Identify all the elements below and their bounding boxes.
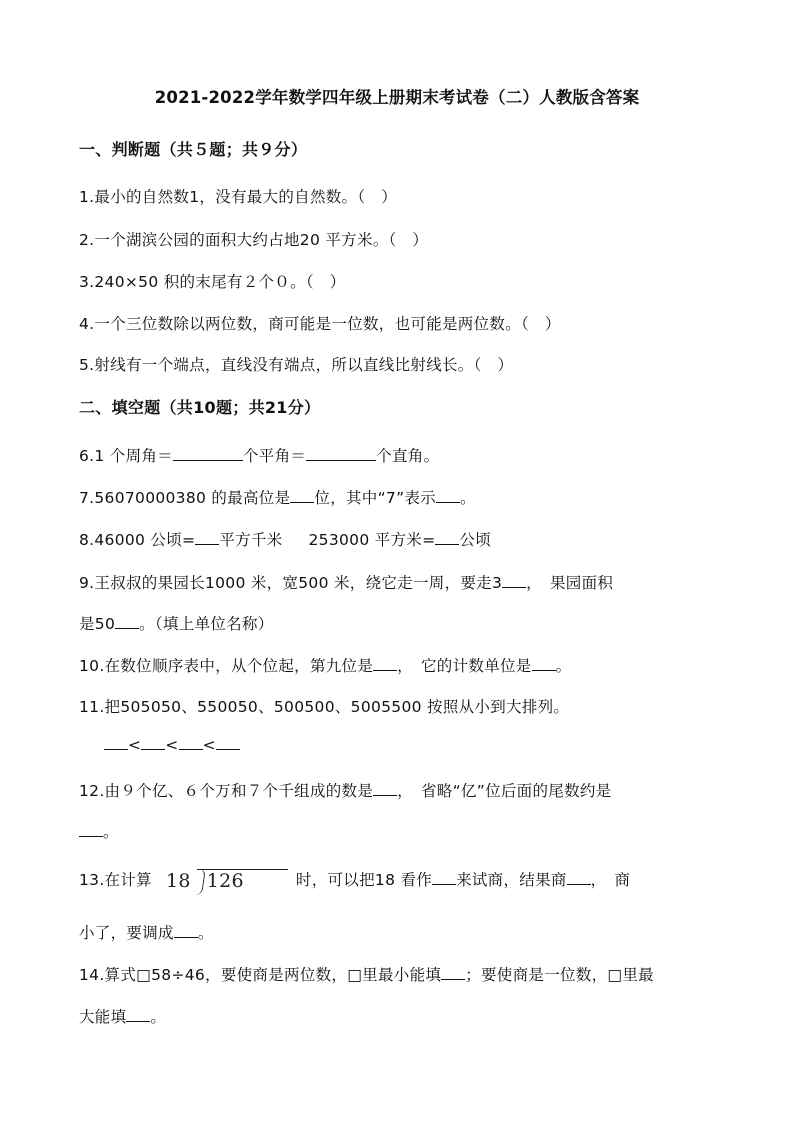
answer-blank[interactable] (79, 835, 103, 837)
answer-blank[interactable] (173, 459, 243, 461)
question-12-line-2 (79, 820, 119, 842)
q13-text-1: 13.在计算 (79, 871, 152, 889)
question-1: 1.最小的自然数1，没有最大的自然数。（ ） (79, 188, 398, 206)
question-4: 4.一个三位数除以两位数，商可能是一位数，也可能是两位数。（ ） (79, 315, 561, 333)
q14-text-1: 14.算式□58÷46，要使商是两位数，□里最小能填 (79, 966, 442, 984)
question-2: 2.一个湖滨公园的面积大约占地20 平方米。（ ） (79, 231, 429, 249)
divisor: 18 (165, 870, 191, 892)
less-than-sign: < (128, 736, 142, 754)
dividend: 126 (197, 869, 288, 892)
question-13-line-1 (79, 868, 630, 892)
answer-blank[interactable] (126, 1020, 150, 1022)
answer-blank[interactable] (104, 748, 128, 750)
q14-text-2: ；要使商是一位数，□里最 (465, 966, 654, 984)
answer-blank[interactable] (174, 936, 198, 938)
q13-text-3: 来试商，结果商 (456, 871, 567, 889)
long-division-symbol (152, 869, 288, 892)
answer-blank[interactable] (179, 748, 203, 750)
page-title: 2021-2022学年数学四年级上册期末考试卷（二）人教版含答案 (154, 88, 640, 107)
question-3: 3.240×50 积的末尾有２个０。（ ） (79, 273, 346, 291)
q13-text-4: ， 商 (590, 871, 631, 889)
q13-text-2: 时，可以把18 看作 (295, 871, 433, 889)
q9-text-4: 。（填上单位名称） (139, 615, 274, 633)
q7-text-1: 7.56070000380 的最高位是 (79, 489, 291, 507)
question-13-line-2 (79, 921, 214, 943)
q9-text-1: 9.王叔叔的果园长1000 米，宽500 米，绕它走一周，要走3 (79, 574, 503, 592)
answer-blank[interactable] (373, 669, 397, 671)
q13-text-5: 小了，要调成 (79, 924, 174, 942)
question-14-line-1 (79, 963, 654, 985)
answer-blank[interactable] (567, 883, 591, 885)
q9-text-3: 是50 (79, 615, 116, 633)
q6-text-1: 6.1 个周角＝ (79, 447, 173, 465)
q8-text-3: 253000 平方米= (308, 531, 436, 549)
question-5: 5.射线有一个端点，直线没有端点，所以直线比射线长。（ ） (79, 356, 514, 374)
answer-blank[interactable] (436, 501, 460, 503)
question-8 (79, 528, 491, 550)
q12-text-2: ， 省略“亿”位后面的尾数约是 (397, 782, 612, 800)
section-heading-1: 一、判断题（共５题；共９分） (79, 140, 308, 159)
q8-text-2: 平方千米 (219, 531, 283, 549)
q10-text-3: 。 (555, 657, 572, 675)
q12-text-1: 12.由９个亿、６个万和７个千组成的数是 (79, 782, 374, 800)
answer-blank[interactable] (216, 748, 240, 750)
question-14-line-2 (79, 1005, 166, 1027)
question-9-line-2 (79, 612, 274, 634)
question-6 (79, 444, 439, 466)
q10-text-2: ， 它的计数单位是 (397, 657, 532, 675)
answer-blank[interactable] (141, 748, 165, 750)
answer-blank[interactable] (290, 501, 314, 503)
q14-text-4: 。 (150, 1008, 167, 1026)
question-11: 11.把505050、550050、500500、5005500 按照从小到大排列。 (79, 698, 570, 716)
q6-text-3: 个直角。 (376, 447, 440, 465)
q14-text-3: 大能填 (79, 1008, 127, 1026)
question-12-line-1 (79, 779, 611, 801)
answer-blank[interactable] (115, 627, 139, 629)
answer-blank[interactable] (195, 543, 219, 545)
answer-blank[interactable] (532, 669, 556, 671)
q12-text-3: 。 (103, 823, 119, 841)
q6-text-2: 个平角＝ (242, 447, 307, 465)
question-7 (79, 486, 476, 508)
q7-text-2: 位，其中“7”表示 (314, 489, 437, 507)
q10-text-1: 10.在数位顺序表中，从个位起，第九位是 (79, 657, 374, 675)
answer-blank[interactable] (502, 586, 526, 588)
q7-text-3: 。 (460, 489, 476, 507)
q9-text-2: ， 果园面积 (526, 574, 614, 592)
answer-blank[interactable] (373, 794, 397, 796)
answer-blank[interactable] (432, 883, 456, 885)
q8-text-4: 公顷 (459, 531, 492, 549)
answer-blank[interactable] (306, 459, 376, 461)
question-10 (79, 654, 571, 676)
answer-blank[interactable] (441, 978, 465, 980)
q8-text-1: 8.46000 公顷= (79, 531, 196, 549)
question-9-line-1 (79, 571, 613, 593)
less-than-sign: < (202, 736, 216, 754)
question-11-answer-row (104, 736, 240, 754)
section-heading-2: 二、填空题（共10题；共21分） (79, 398, 321, 417)
less-than-sign: < (165, 736, 179, 754)
q13-text-6: 。 (197, 924, 214, 942)
answer-blank[interactable] (435, 543, 459, 545)
